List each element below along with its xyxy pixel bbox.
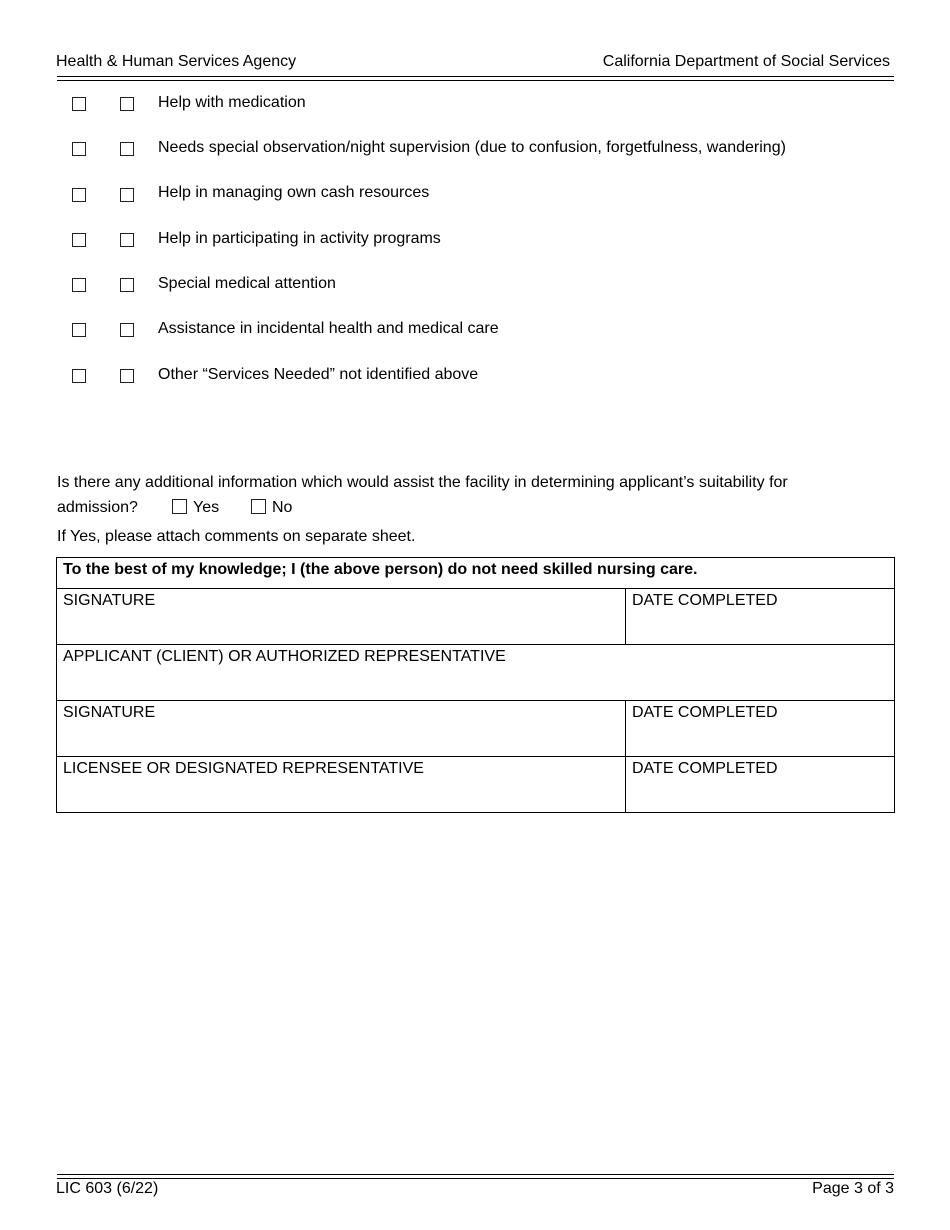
service-1-checkbox-a[interactable]: [72, 97, 86, 111]
page-number: Page 3 of 3: [812, 1180, 894, 1197]
licensee-name-date-label: DATE COMPLETED: [632, 760, 778, 777]
licensee-name-label: LICENSEE OR DESIGNATED REPRESENTATIVE: [63, 760, 424, 777]
service-4-label: Help in participating in activity programs: [158, 230, 441, 247]
licensee-name-date-field[interactable]: [626, 757, 895, 813]
applicant-signature-field[interactable]: [57, 589, 626, 645]
service-3-label: Help in managing own cash resources: [158, 184, 430, 201]
signature-table: [56, 557, 895, 813]
applicant-signature-label: SIGNATURE: [63, 592, 156, 609]
service-7-checkbox-a[interactable]: [72, 369, 86, 383]
service-6-checkbox-a[interactable]: [72, 323, 86, 337]
service-6-label: Assistance in incidental health and medical care: [158, 320, 499, 337]
service-6-checkbox-b[interactable]: [120, 323, 134, 337]
form-id: LIC 603 (6/22): [56, 1180, 159, 1197]
service-1-label: Help with medication: [158, 94, 306, 111]
service-3-checkbox-b[interactable]: [120, 188, 134, 202]
agency-name: Health & Human Services Agency: [56, 53, 297, 70]
service-3-checkbox-a[interactable]: [72, 188, 86, 202]
applicant-name-field[interactable]: [57, 645, 895, 701]
yes-label: Yes: [193, 499, 220, 516]
additional-info-question-cont: admission?: [57, 499, 138, 516]
licensee-date-field[interactable]: [626, 701, 895, 757]
service-4-checkbox-b[interactable]: [120, 233, 134, 247]
service-2-checkbox-b[interactable]: [120, 142, 134, 156]
yes-option[interactable]: [172, 499, 219, 517]
additional-info-question: Is there any additional information which would assist the facility in determining applicant’s suitability for: [57, 474, 788, 491]
header-rule-bottom: [57, 80, 894, 81]
service-5-checkbox-b[interactable]: [120, 278, 134, 292]
service-7-checkbox-b[interactable]: [120, 369, 134, 383]
attach-note: If Yes, please attach comments on separate sheet.: [57, 528, 416, 545]
licensee-signature-field[interactable]: [57, 701, 626, 757]
licensee-name-field[interactable]: [57, 757, 626, 813]
service-2-label: Needs special observation/night supervision (due to confusion, forgetfulness, wandering): [158, 139, 786, 156]
applicant-name-label: APPLICANT (CLIENT) OR AUTHORIZED REPRESENTATIVE: [63, 648, 506, 665]
no-checkbox[interactable]: [251, 499, 266, 514]
no-option[interactable]: [251, 499, 292, 517]
service-5-checkbox-a[interactable]: [72, 278, 86, 292]
header-rule-top: [57, 76, 894, 77]
footer-rule-bottom: [57, 1178, 894, 1179]
licensee-date-label: DATE COMPLETED: [632, 704, 778, 721]
service-4-checkbox-a[interactable]: [72, 233, 86, 247]
licensee-signature-label: SIGNATURE: [63, 704, 156, 721]
department-name: California Department of Social Services: [602, 53, 890, 70]
applicant-date-field[interactable]: [626, 589, 895, 645]
no-label: No: [272, 499, 293, 516]
footer-rule-top: [57, 1174, 894, 1175]
service-5-label: Special medical attention: [158, 275, 336, 292]
applicant-date-label: DATE COMPLETED: [632, 592, 778, 609]
service-7-label: Other “Services Needed” not identified above: [158, 366, 479, 383]
service-1-checkbox-b[interactable]: [120, 97, 134, 111]
service-2-checkbox-a[interactable]: [72, 142, 86, 156]
yes-checkbox[interactable]: [172, 499, 187, 514]
attestation-statement: To the best of my knowledge; I (the above person) do not need skilled nursing care.: [57, 558, 895, 589]
